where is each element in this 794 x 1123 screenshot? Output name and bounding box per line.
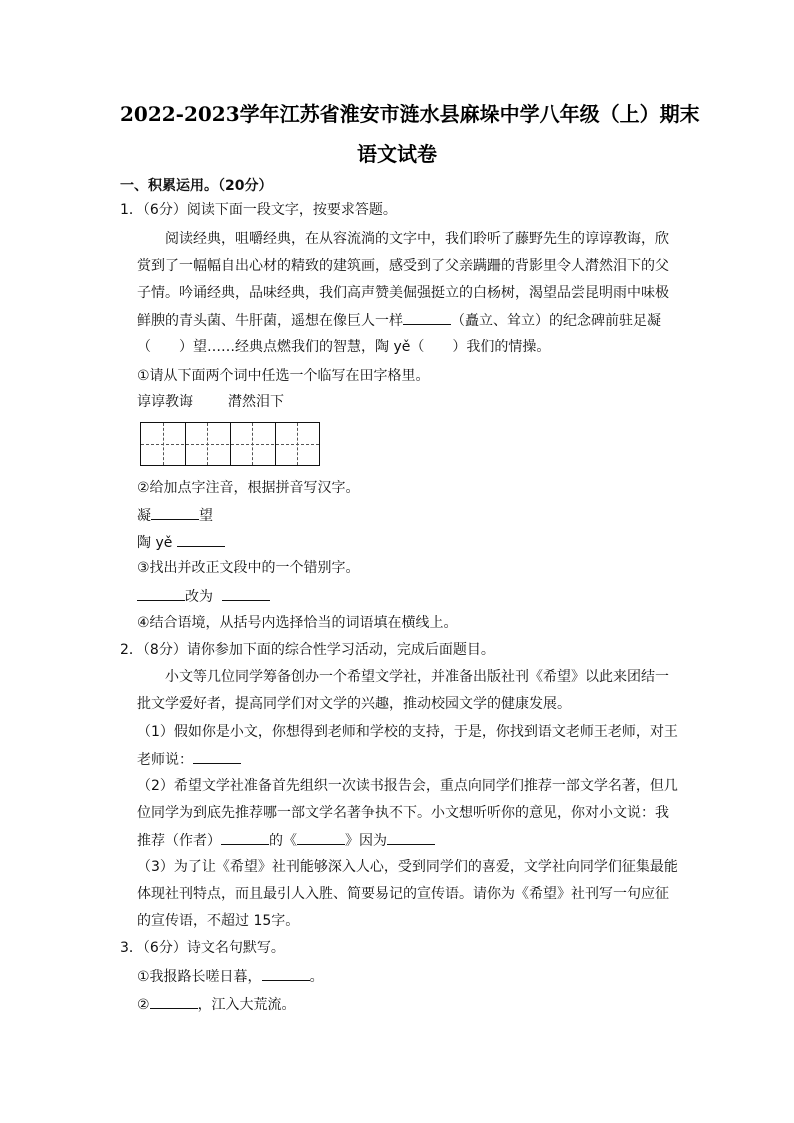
exam-title-line1: 2022-2023学年江苏省淮安市涟水县麻垛中学八年级（上）期末 — [120, 102, 700, 126]
q2-part3-line: 体现社刊特点，而且最引人入胜、简要易记的宣传语。请你为《希望》社刊写一句应征 — [137, 886, 669, 902]
q3-prompt: 3．（6分）诗文名句默写。 — [120, 940, 285, 956]
q2-part1-line: （1）假如你是小文，你想得到老师和学校的支持，于是，你找到语文老师王老师，对王 — [137, 724, 678, 740]
q1-sub4: ④结合语境，从括号内选择恰当的词语填在横线上。 — [137, 615, 458, 631]
q1-word-b: 潸然泪下 — [228, 394, 284, 410]
q2-part1-line: 老师说： — [137, 749, 241, 770]
q1-sub3: ③找出并改正文段中的一个错别字。 — [137, 560, 360, 576]
q2-intro-line: 批文学爱好者，提高同学们对文学的兴趣，推动校园文学的健康发展。 — [137, 696, 571, 712]
q1-fill-a: 凝 望 — [137, 505, 213, 526]
q2-intro-line: 小文等几位同学筹备创办一个希望文学社，并准备出版社刊《希望》以此来团结一 — [165, 669, 669, 685]
q1-sub1: ①请从下面两个词中任选一个临写在田字格里。 — [137, 368, 430, 384]
q1-passage-line: 子情。吟诵经典，品味经典，我们高声赞美倔强挺立的白杨树，渴望品尝昆明雨中味极 — [137, 285, 669, 301]
exam-title-line2: 语文试卷 — [357, 142, 437, 166]
q1-passage-line: 阅读经典，咀嚼经典，在从容流淌的文字中，我们聆听了藤野先生的谆谆教诲，欣 — [165, 231, 669, 247]
q1-sub2: ②给加点字注音，根据拼音写汉字。 — [137, 480, 360, 496]
q3-line1: ①我报路长嗟日暮， 。 — [137, 966, 324, 987]
q2-part2-line: 位同学为到底先推荐哪一部文学名著争执不下。小文想听听你的意见，你对小文说：我 — [137, 805, 669, 821]
q2-prompt: 2．（8分）请你参加下面的综合性学习活动，完成后面题目。 — [120, 642, 495, 658]
q1-passage-line: （ ）望……经典点燃我们的智慧，陶 yě（ ）我们的情操。 — [137, 339, 551, 355]
q3-line2: ② ，江入大荒流。 — [137, 994, 296, 1015]
q2-part2-line: （2）希望文学社准备首先组织一次读书报告会，重点向同学们推荐一部文学名著，但几 — [137, 778, 678, 794]
q2-part2-fill: 推荐（作者） 的《 》因为 — [137, 830, 435, 851]
q2-part3-line: 的宣传语，不超过 15字。 — [137, 913, 300, 929]
section-heading: 一、积累运用。（20分） — [120, 178, 273, 194]
q1-fill-b: 陶 yě — [137, 532, 225, 553]
q1-passage-line: 鲜腴的青头菌、牛肝菌，遥想在像巨人一样 （矗立、耸立）的纪念碑前驻足凝 — [137, 310, 661, 331]
q1-change-line: 改为 — [137, 586, 270, 607]
q1-prompt: 1．（6分）阅读下面一段文字，按要求答题。 — [120, 202, 397, 218]
q1-word-a: 谆谆教诲 — [137, 394, 193, 410]
q1-passage-line: 赏到了一幅幅自出心材的精致的建筑画，感受到了父亲蹒跚的背影里令人潸然泪下的父 — [137, 258, 669, 274]
tianzige-grid[interactable] — [140, 422, 320, 466]
q2-part3-line: （3）为了让《希望》社刊能够深入人心，受到同学们的喜爱，文学社向同学们征集最能 — [137, 859, 678, 875]
